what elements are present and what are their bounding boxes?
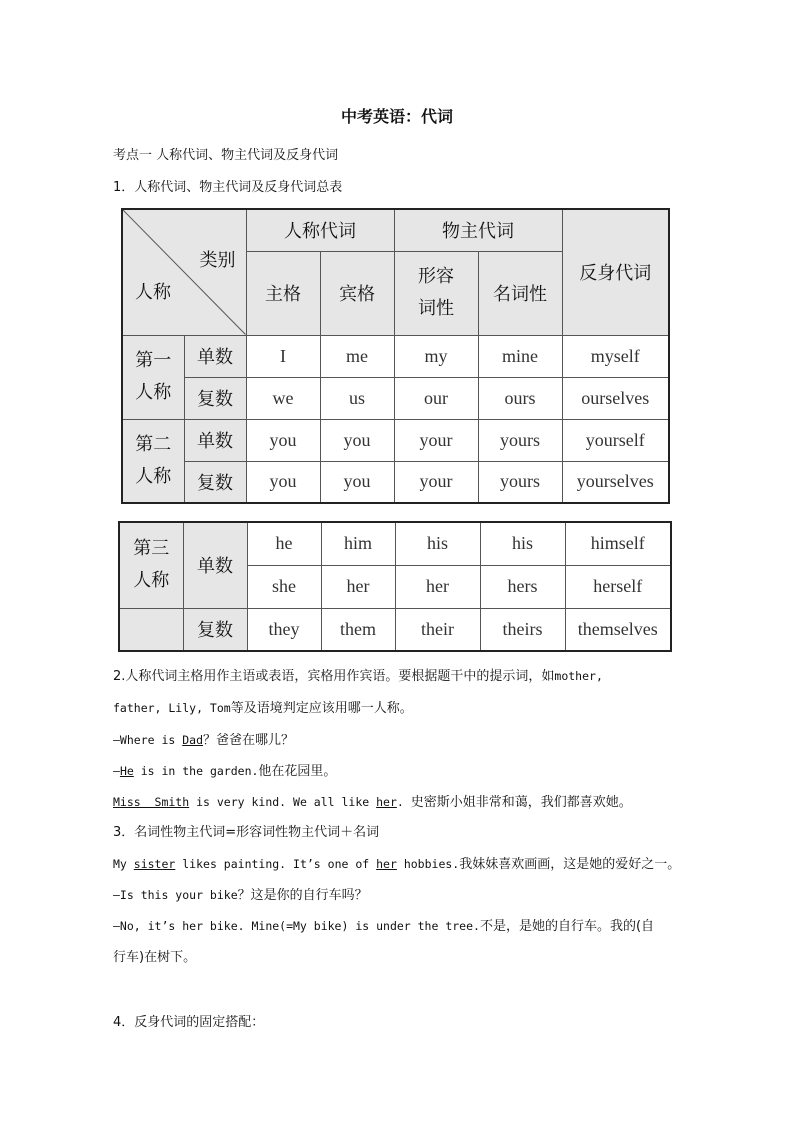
table-cell: we [246, 377, 320, 419]
table-cell: they [247, 608, 321, 651]
example-text: hobbies. [396, 857, 460, 871]
table-cell: yours [478, 461, 562, 503]
example-text: —Where is [113, 733, 183, 747]
example-5 [113, 884, 368, 903]
third-person-line1: 第三 [133, 538, 170, 560]
example-text: —Is this your bike [113, 888, 238, 902]
table-cell: her [395, 565, 480, 608]
table-cell: hers [480, 565, 565, 608]
table-cell: yourself [562, 419, 669, 461]
table-cell: their [395, 608, 480, 651]
example-translation: 史密斯小姐非常和蔼，我们都喜欢她。 [410, 795, 632, 810]
table-cell: his [480, 522, 565, 565]
page-title: 中考英语：代词 [340, 107, 453, 126]
table-cell: theirs [480, 608, 565, 651]
table-cell: your [394, 419, 478, 461]
subheader-adjective [394, 251, 478, 335]
underlined-word: her [376, 795, 397, 809]
corner-header-cell [122, 209, 246, 335]
table-cell: us [320, 377, 394, 419]
row-header-plural: 复数 [184, 461, 246, 503]
underlined-word: sister [133, 857, 176, 871]
example-4 [113, 853, 680, 872]
table-cell: them [321, 608, 395, 651]
row-header-first-person [122, 335, 184, 419]
table-cell: him [321, 522, 395, 565]
table-cell: myself [562, 335, 669, 377]
underlined-word: Miss Smith [113, 795, 190, 809]
third-person-line2: 人称 [133, 570, 170, 592]
second-person-line1: 第二 [135, 433, 172, 455]
table-cell: ourselves [562, 377, 669, 419]
underlined-word: Dad [182, 733, 204, 747]
section-heading-4: 4．反身代词的固定搭配： [113, 1015, 265, 1030]
example-text: —No, it’s her bike. Mine(=My bike) is under the tree. [113, 919, 480, 933]
table-cell: herself [565, 565, 671, 608]
section-heading-1: 考点一 人称代词、物主代词及反身代词 [113, 148, 339, 163]
example-translation: 他在花园里。 [258, 764, 337, 779]
example-dash: — [113, 764, 120, 778]
row-header-plural: 复数 [184, 377, 246, 419]
paragraph-2-line-1 [113, 665, 603, 684]
table-cell: me [320, 335, 394, 377]
table-cell: my [394, 335, 478, 377]
table-cell: he [247, 522, 321, 565]
table-cell: ours [478, 377, 562, 419]
subheader-adjective-line2: 词性 [418, 298, 454, 319]
underlined-word: her [376, 857, 397, 871]
header-personal-pronoun: 人称代词 [246, 209, 394, 251]
paragraph-2-text-cn: 2.人称代词主格用作主语或表语，宾格用作宾语。要根据题干中的提示词，如 [113, 669, 555, 684]
example-translation: 不是，是她的自行车。我的(自 [479, 919, 655, 934]
row-header-second-person [122, 419, 184, 503]
example-1 [113, 729, 294, 748]
table-cell: yours [478, 419, 562, 461]
table-cell: our [394, 377, 478, 419]
subheader-noun: 名词性 [478, 251, 562, 335]
section-heading-2: 1．人称代词、物主代词及反身代词总表 [113, 180, 343, 195]
subheader-adjective-line1: 形容 [418, 266, 454, 287]
paragraph-2-line-2 [113, 697, 413, 716]
example-text: is in the garden. [133, 764, 259, 778]
example-text: likes painting. It’s one of [175, 857, 377, 871]
section-heading-3: 3．名词性物主代词=形容词性物主代词＋名词 [113, 825, 380, 840]
table-cell: his [395, 522, 480, 565]
example-punct: . [396, 795, 411, 809]
corner-person-label: 人称 [135, 282, 171, 303]
row-header-plural: 复数 [183, 608, 247, 651]
table-cell: himself [565, 522, 671, 565]
header-possessive-pronoun: 物主代词 [394, 209, 562, 251]
table-cell: mine [478, 335, 562, 377]
first-person-line1: 第一 [135, 350, 172, 371]
row-header-singular: 单数 [184, 335, 246, 377]
subheader-subject: 主格 [246, 251, 320, 335]
example-translation: ？爸爸在哪儿？ [203, 733, 295, 748]
example-3 [113, 791, 632, 810]
table-cell: you [320, 461, 394, 503]
table-cell: I [246, 335, 320, 377]
diagonal-divider [123, 210, 246, 335]
subheader-object: 宾格 [320, 251, 394, 335]
second-person-line2: 人称 [135, 465, 172, 487]
row-header-singular: 单数 [184, 419, 246, 461]
row-header-singular: 单数 [183, 522, 247, 608]
example-6 [113, 915, 654, 934]
paragraph-2-names: father, Lily, Tom [113, 701, 231, 715]
table-cell: yourselves [562, 461, 669, 503]
underlined-word: He [119, 764, 134, 778]
row-header-third-person [119, 522, 183, 608]
table-cell: your [394, 461, 478, 503]
example-text: is very kind. We all like [189, 795, 377, 809]
table-cell: you [246, 419, 320, 461]
example-6-continued: 行车)在树下。 [113, 950, 197, 965]
table-cell: you [246, 461, 320, 503]
table-cell: she [247, 565, 321, 608]
table-cell: themselves [565, 608, 671, 651]
corner-category-label: 类别 [199, 250, 236, 271]
paragraph-2-text-en: mother, [554, 669, 603, 683]
paragraph-2-text-cn-2: 等及语境判定应该用哪一人称。 [230, 701, 413, 716]
pronoun-table-2 [118, 521, 672, 652]
header-reflexive-pronoun: 反身代词 [562, 209, 669, 335]
pronoun-table-1 [121, 208, 670, 504]
table-cell: her [321, 565, 395, 608]
example-translation: ？这是你的自行车吗？ [237, 888, 368, 903]
example-text: My [113, 857, 134, 871]
example-translation: 我妹妹喜欢画画，这是她的爱好之一。 [459, 857, 681, 872]
first-person-line2: 人称 [135, 382, 172, 403]
table-cell: you [320, 419, 394, 461]
empty-header-cell [119, 608, 183, 651]
example-2 [113, 760, 336, 779]
